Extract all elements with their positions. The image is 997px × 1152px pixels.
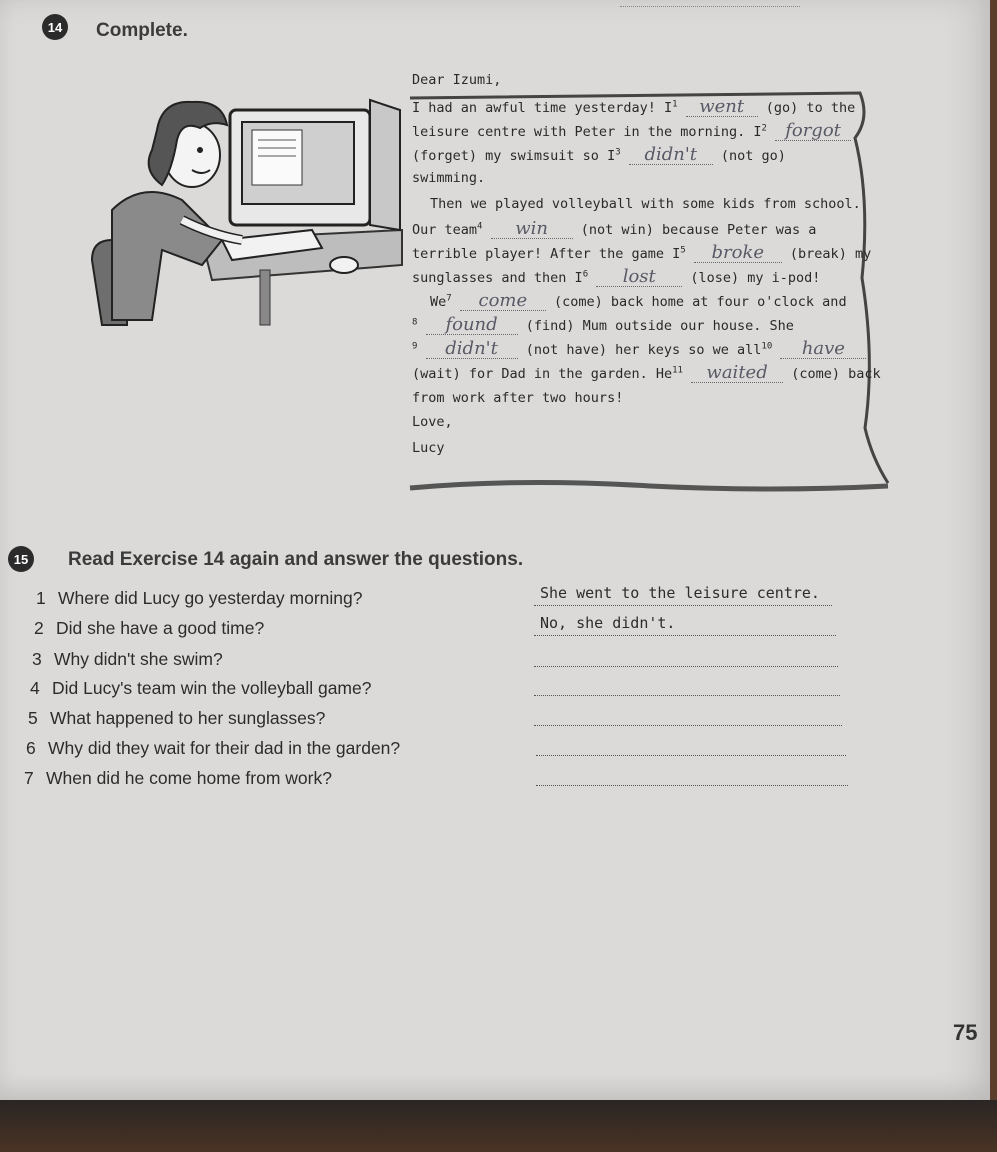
exercise-title: Complete.	[96, 20, 188, 41]
exercise-number-badge: 15	[8, 546, 34, 572]
letter-frame	[400, 78, 900, 498]
answer-field-5[interactable]: broke	[694, 244, 782, 263]
question	[34, 618, 264, 639]
question	[28, 708, 325, 729]
question	[30, 678, 371, 699]
question-number: 4	[30, 678, 40, 698]
letter-text: (break) my	[789, 246, 872, 262]
letter-text: (forget) my swimsuit so I	[412, 148, 616, 164]
letter-text: (wait) for Dad in the garden. He	[412, 366, 673, 382]
letter-text: (come) back	[791, 366, 881, 382]
answer-field[interactable]	[536, 734, 846, 756]
question-text: Where did Lucy go yesterday morning?	[58, 588, 363, 608]
letter-line	[412, 268, 820, 287]
answer-field-9[interactable]: didn't	[426, 340, 518, 359]
letter-line	[412, 364, 881, 383]
question-text: Did Lucy's team win the volleyball game?	[52, 678, 372, 698]
question-text: Did she have a good time?	[56, 618, 265, 638]
letter-greeting: Dear Izumi,	[412, 72, 502, 88]
answer-field-7[interactable]: come	[460, 292, 546, 311]
answer-field[interactable]	[536, 764, 848, 786]
letter-text: Our team	[412, 222, 478, 238]
question-number: 6	[26, 738, 36, 758]
gap-number: 11	[672, 365, 683, 376]
answer-field-3[interactable]: didn't	[629, 146, 713, 165]
question-number: 3	[32, 649, 42, 669]
letter-text: terrible player! After the game I	[412, 246, 681, 262]
answer-field[interactable]: She went to the leisure centre.	[534, 584, 832, 606]
question-number: 5	[28, 708, 38, 728]
exercise-number-badge: 14	[42, 14, 68, 40]
letter-text: (come) back home at four o'clock and	[553, 294, 847, 310]
letter-text: (not win) because Peter was a	[580, 222, 817, 238]
letter-text: from work after two hours!	[412, 390, 624, 406]
gap-number: 3	[615, 147, 621, 158]
answer-line	[620, 6, 800, 7]
question	[32, 649, 223, 670]
desk-surface	[0, 1100, 997, 1152]
gap-number: 9	[412, 341, 418, 352]
letter-line	[412, 122, 851, 141]
letter-text: leisure centre with Peter in the morning. I	[412, 124, 762, 140]
letter-text: (go) to the	[765, 100, 856, 116]
gap-number: 8	[412, 317, 418, 328]
answer-field[interactable]	[534, 674, 840, 696]
answer-field-8[interactable]: found	[426, 316, 518, 335]
gap-number: 6	[582, 269, 589, 280]
question-number: 1	[36, 588, 46, 608]
letter-line	[412, 244, 871, 263]
question-number: 7	[24, 768, 34, 788]
letter-text: (not go)	[720, 148, 786, 164]
question-text: Why did they wait for their dad in the garden?	[48, 738, 401, 758]
gap-number: 5	[680, 245, 686, 256]
letter-line	[412, 316, 794, 335]
letter-line	[412, 98, 855, 117]
question	[24, 768, 332, 789]
answer-field-6[interactable]: lost	[596, 268, 682, 287]
question-text: Why didn't she swim?	[54, 649, 223, 669]
letter-text: (find) Mum outside our house. She	[525, 318, 794, 334]
letter-line	[412, 146, 786, 165]
answer-field-10[interactable]: have	[780, 340, 866, 359]
letter-text: (not have) her keys so we all	[525, 342, 762, 358]
letter-line	[430, 292, 847, 311]
letter-text: I had an awful time yesterday! I	[412, 100, 673, 116]
exercise-title: Read Exercise 14 again and answer the questions.	[68, 549, 524, 570]
letter-text: sunglasses and then I	[412, 270, 583, 286]
letter-signature: Lucy	[412, 440, 445, 456]
question-text: When did he come home from work?	[46, 768, 332, 788]
answer-field-11[interactable]: waited	[691, 364, 783, 383]
gap-number: 4	[477, 221, 483, 232]
gap-number: 10	[761, 341, 773, 352]
page-number: 75	[953, 1020, 978, 1045]
gap-number: 2	[761, 123, 767, 134]
answer-field[interactable]: No, she didn't.	[534, 614, 836, 636]
answer-field[interactable]	[534, 645, 838, 667]
answer-field-4[interactable]: win	[491, 220, 573, 239]
gap-number: 1	[672, 99, 678, 110]
letter-text: Then we played volleyball with some kids from school.	[430, 196, 861, 212]
girl-at-computer-illustration	[82, 90, 412, 330]
answer-field-1[interactable]: went	[686, 98, 758, 117]
question	[26, 738, 400, 759]
letter-text: swimming.	[412, 170, 486, 186]
question-number: 2	[34, 618, 44, 638]
question-text: What happened to her sunglasses?	[50, 708, 326, 728]
letter-text: We	[430, 294, 447, 310]
letter-line	[412, 340, 866, 359]
question	[36, 588, 362, 609]
answer-field-2[interactable]: forgot	[775, 122, 851, 141]
gap-number: 7	[446, 293, 452, 304]
letter-line	[412, 220, 816, 239]
answer-field[interactable]	[534, 704, 842, 726]
letter-text: (lose) my i-pod!	[690, 270, 821, 286]
letter-signoff: Love,	[412, 414, 453, 430]
